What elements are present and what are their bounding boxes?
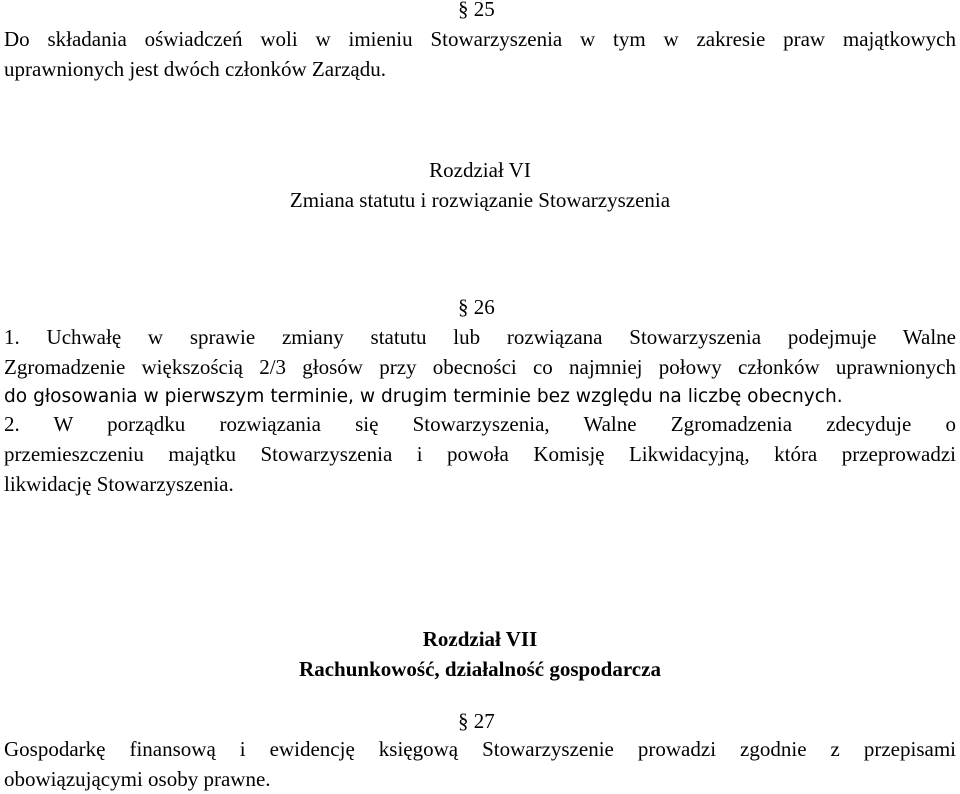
paragraph-26-2-line-3: likwidację Stowarzyszenia. bbox=[4, 472, 234, 496]
paragraph-26-2 bbox=[4, 409, 956, 499]
paragraph-26-2-line-2: przemieszczeniu majątku Stowarzyszenia i powoła Komisję Likwidacyjną, która przeprowadzi bbox=[4, 442, 956, 466]
paragraph-26-2-line-1: 2. W porządku rozwiązania się Stowarzyszenia, Walne Zgromadzenia zdecyduje o bbox=[4, 412, 956, 436]
paragraph-26-1-line-3: do głosowania w pierwszym terminie, w drugim terminie bez względu na liczbę obecnych. bbox=[4, 386, 843, 407]
chapter-7-heading bbox=[4, 624, 956, 684]
section-mark-25: § 25 bbox=[458, 0, 495, 21]
paragraph-26-1 bbox=[4, 322, 956, 412]
paragraph-27-line-1: Gospodarkę finansową i ewidencję księgową Stowarzyszenie prowadzi zgodnie z przepisami bbox=[4, 737, 956, 761]
paragraph-25-line-1: Do składania oświadczeń woli w imieniu Stowarzyszenia w tym w zakresie praw majątkowych bbox=[4, 27, 956, 51]
paragraph-25-line-2: uprawnionych jest dwóch członków Zarządu. bbox=[4, 57, 386, 81]
paragraph-27-line-2: obowiązującymi osoby prawne. bbox=[4, 767, 271, 791]
chapter-7-subtitle: Rachunkowość, działalność gospodarcza bbox=[299, 657, 661, 681]
section-mark-26: § 26 bbox=[458, 295, 495, 319]
chapter-6-heading bbox=[4, 155, 956, 215]
chapter-6-subtitle: Zmiana statutu i rozwiązanie Stowarzyszenia bbox=[289, 188, 671, 212]
paragraph-25 bbox=[4, 24, 956, 84]
paragraph-26-1-line-2: Zgromadzenie większością 2/3 głosów przy obecności co najmniej połowy członków uprawnionych bbox=[4, 355, 956, 379]
chapter-7-title: Rozdział VII bbox=[422, 627, 538, 651]
paragraph-26-1-line-1: 1. Uchwałę w sprawie zmiany statutu lub rozwiązana Stowarzyszenia podejmuje Walne bbox=[4, 325, 956, 349]
paragraph-27 bbox=[4, 734, 956, 794]
section-mark-27: § 27 bbox=[458, 709, 495, 733]
chapter-6-title: Rozdział VI bbox=[429, 158, 531, 182]
